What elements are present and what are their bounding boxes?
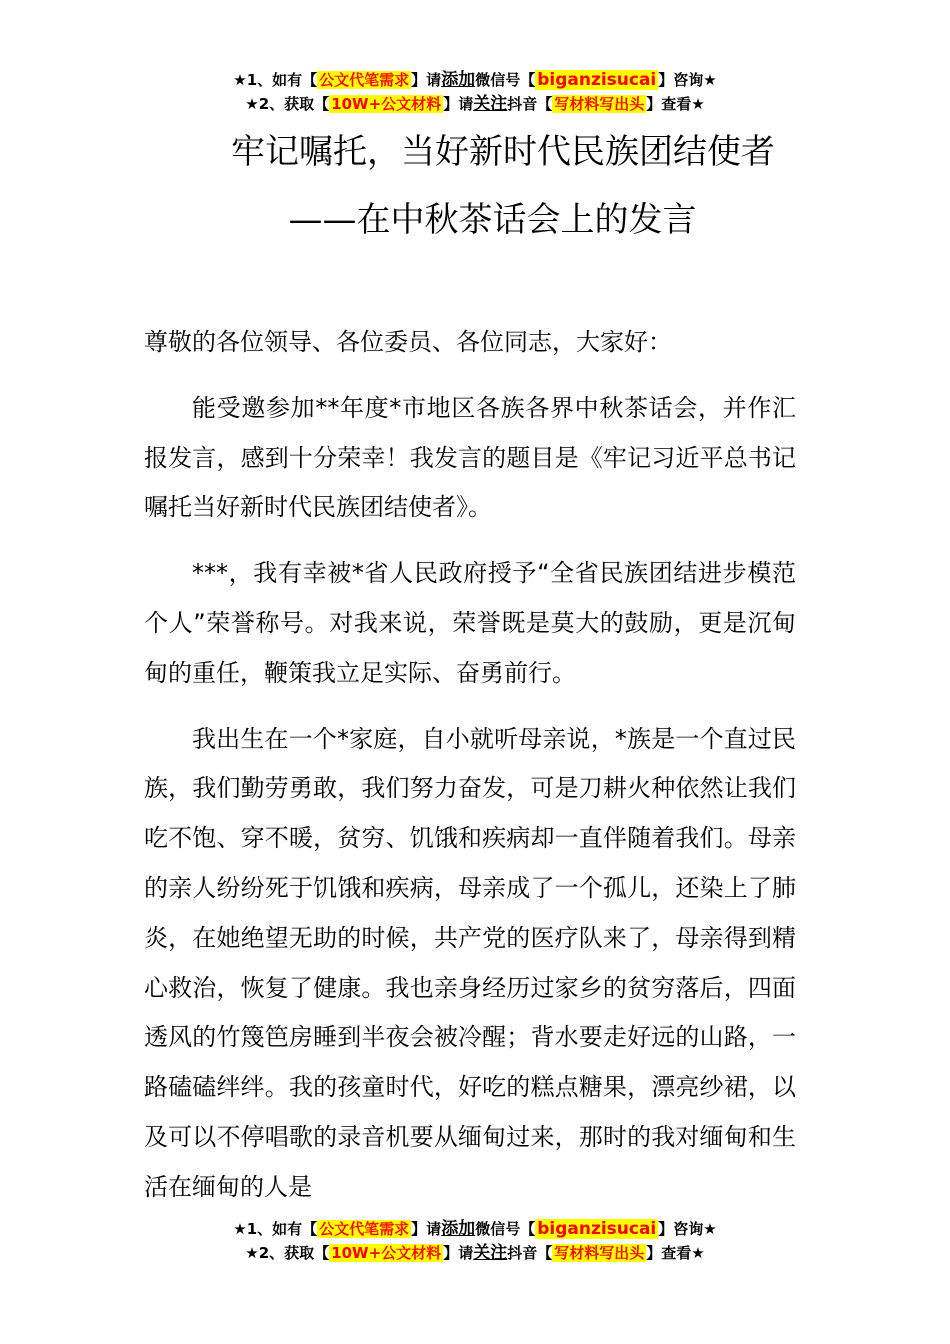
document-body — [144, 318, 796, 1229]
banner-text: 抖音【 — [507, 1244, 553, 1262]
banner-text: 微信号【 — [475, 71, 536, 89]
banner-text: 】请 — [411, 71, 442, 89]
banner-text: 】请 — [443, 1244, 474, 1262]
banner-highlight: 公文代笔需求 — [319, 71, 410, 89]
body-paragraph-2: ***，我有幸被*省人民政府授予“全省民族团结进步模范个人”荣誉称号。对我来说，荣誉既是莫大的鼓励，更是沉甸甸的重任，鞭策我立足实际、奋勇前行。 — [144, 559, 796, 687]
banner-text: ★1、如有【 — [233, 1220, 318, 1238]
banner-text: 抖音【 — [507, 95, 553, 113]
banner-wechat-id: biganzisucai — [537, 70, 657, 90]
banner-highlight: 10W+公文材料 — [331, 1244, 442, 1262]
banner-line-1 — [0, 68, 950, 92]
footer-banner — [0, 1217, 950, 1265]
body-paragraph-1: 能受邀参加**年度*市地区各族各界中秋茶话会，并作汇报发言，感到十分荣幸！我发言的题目是《牢记习近平总书记嘱托当好新时代民族团结使者》。 — [144, 393, 796, 522]
banner-text: 】请 — [411, 1220, 442, 1238]
banner-line-2 — [0, 1241, 950, 1265]
banner-highlight: 写材料写出头 — [554, 1244, 645, 1262]
greeting-paragraph: 尊敬的各位领导、各位委员、各位同志，大家好： — [144, 328, 672, 356]
banner-text: ★1、如有【 — [233, 71, 318, 89]
page-subtitle: ——在中秋茶话会上的发言 — [288, 200, 697, 240]
banner-text: 】查看★ — [646, 1244, 705, 1262]
banner-text: 】咨询★ — [658, 1220, 717, 1238]
banner-text: 微信号【 — [475, 1220, 536, 1238]
banner-highlight: 写材料写出头 — [554, 95, 645, 113]
banner-text: 】请 — [443, 95, 474, 113]
banner-text: 】查看★ — [646, 95, 705, 113]
page-title: 牢记嘱托，当好新时代民族团结使者 — [231, 132, 775, 172]
header-banner — [0, 68, 950, 116]
banner-text: ★2、获取【 — [245, 1244, 330, 1262]
banner-wechat-id: biganzisucai — [537, 1219, 657, 1239]
banner-underlined: 关注 — [473, 94, 508, 114]
banner-line-1 — [0, 1217, 950, 1241]
banner-line-2 — [0, 92, 950, 116]
body-paragraph-3: 我出生在一个*家庭，自小就听母亲说，*族是一个直过民族，我们勤劳勇敢，我们努力奋发，可是刀耕火种依然让我们吃不饱、穿不暖，贫穷、饥饿和疾病却一直伴随着我们。母亲的亲人纷纷死于饥饿和疾病，母亲成了一个孤儿，还染上了肺炎，在她绝望无助的时候，共产党的医疗队来了，母亲得到精心救治，恢复了健康。我也亲身经历过家乡的贫穷落后，四面透风的竹篾笆房睡到半夜会被冷醒；背水要走好远的山路，一路磕磕绊绊。我的孩童时代，好吃的糕点糖果，漂亮纱裙，以及可以不停唱歌的录音机要从缅甸过来，那时的我对缅甸和生活在缅甸的人是 — [144, 724, 796, 1201]
banner-text: 】咨询★ — [658, 71, 717, 89]
banner-underlined: 关注 — [473, 1243, 508, 1263]
banner-highlight: 10W+公文材料 — [331, 95, 442, 113]
banner-underlined: 添加 — [441, 1219, 476, 1239]
banner-highlight: 公文代笔需求 — [319, 1220, 410, 1238]
banner-text: ★2、获取【 — [245, 95, 330, 113]
banner-underlined: 添加 — [441, 70, 476, 90]
